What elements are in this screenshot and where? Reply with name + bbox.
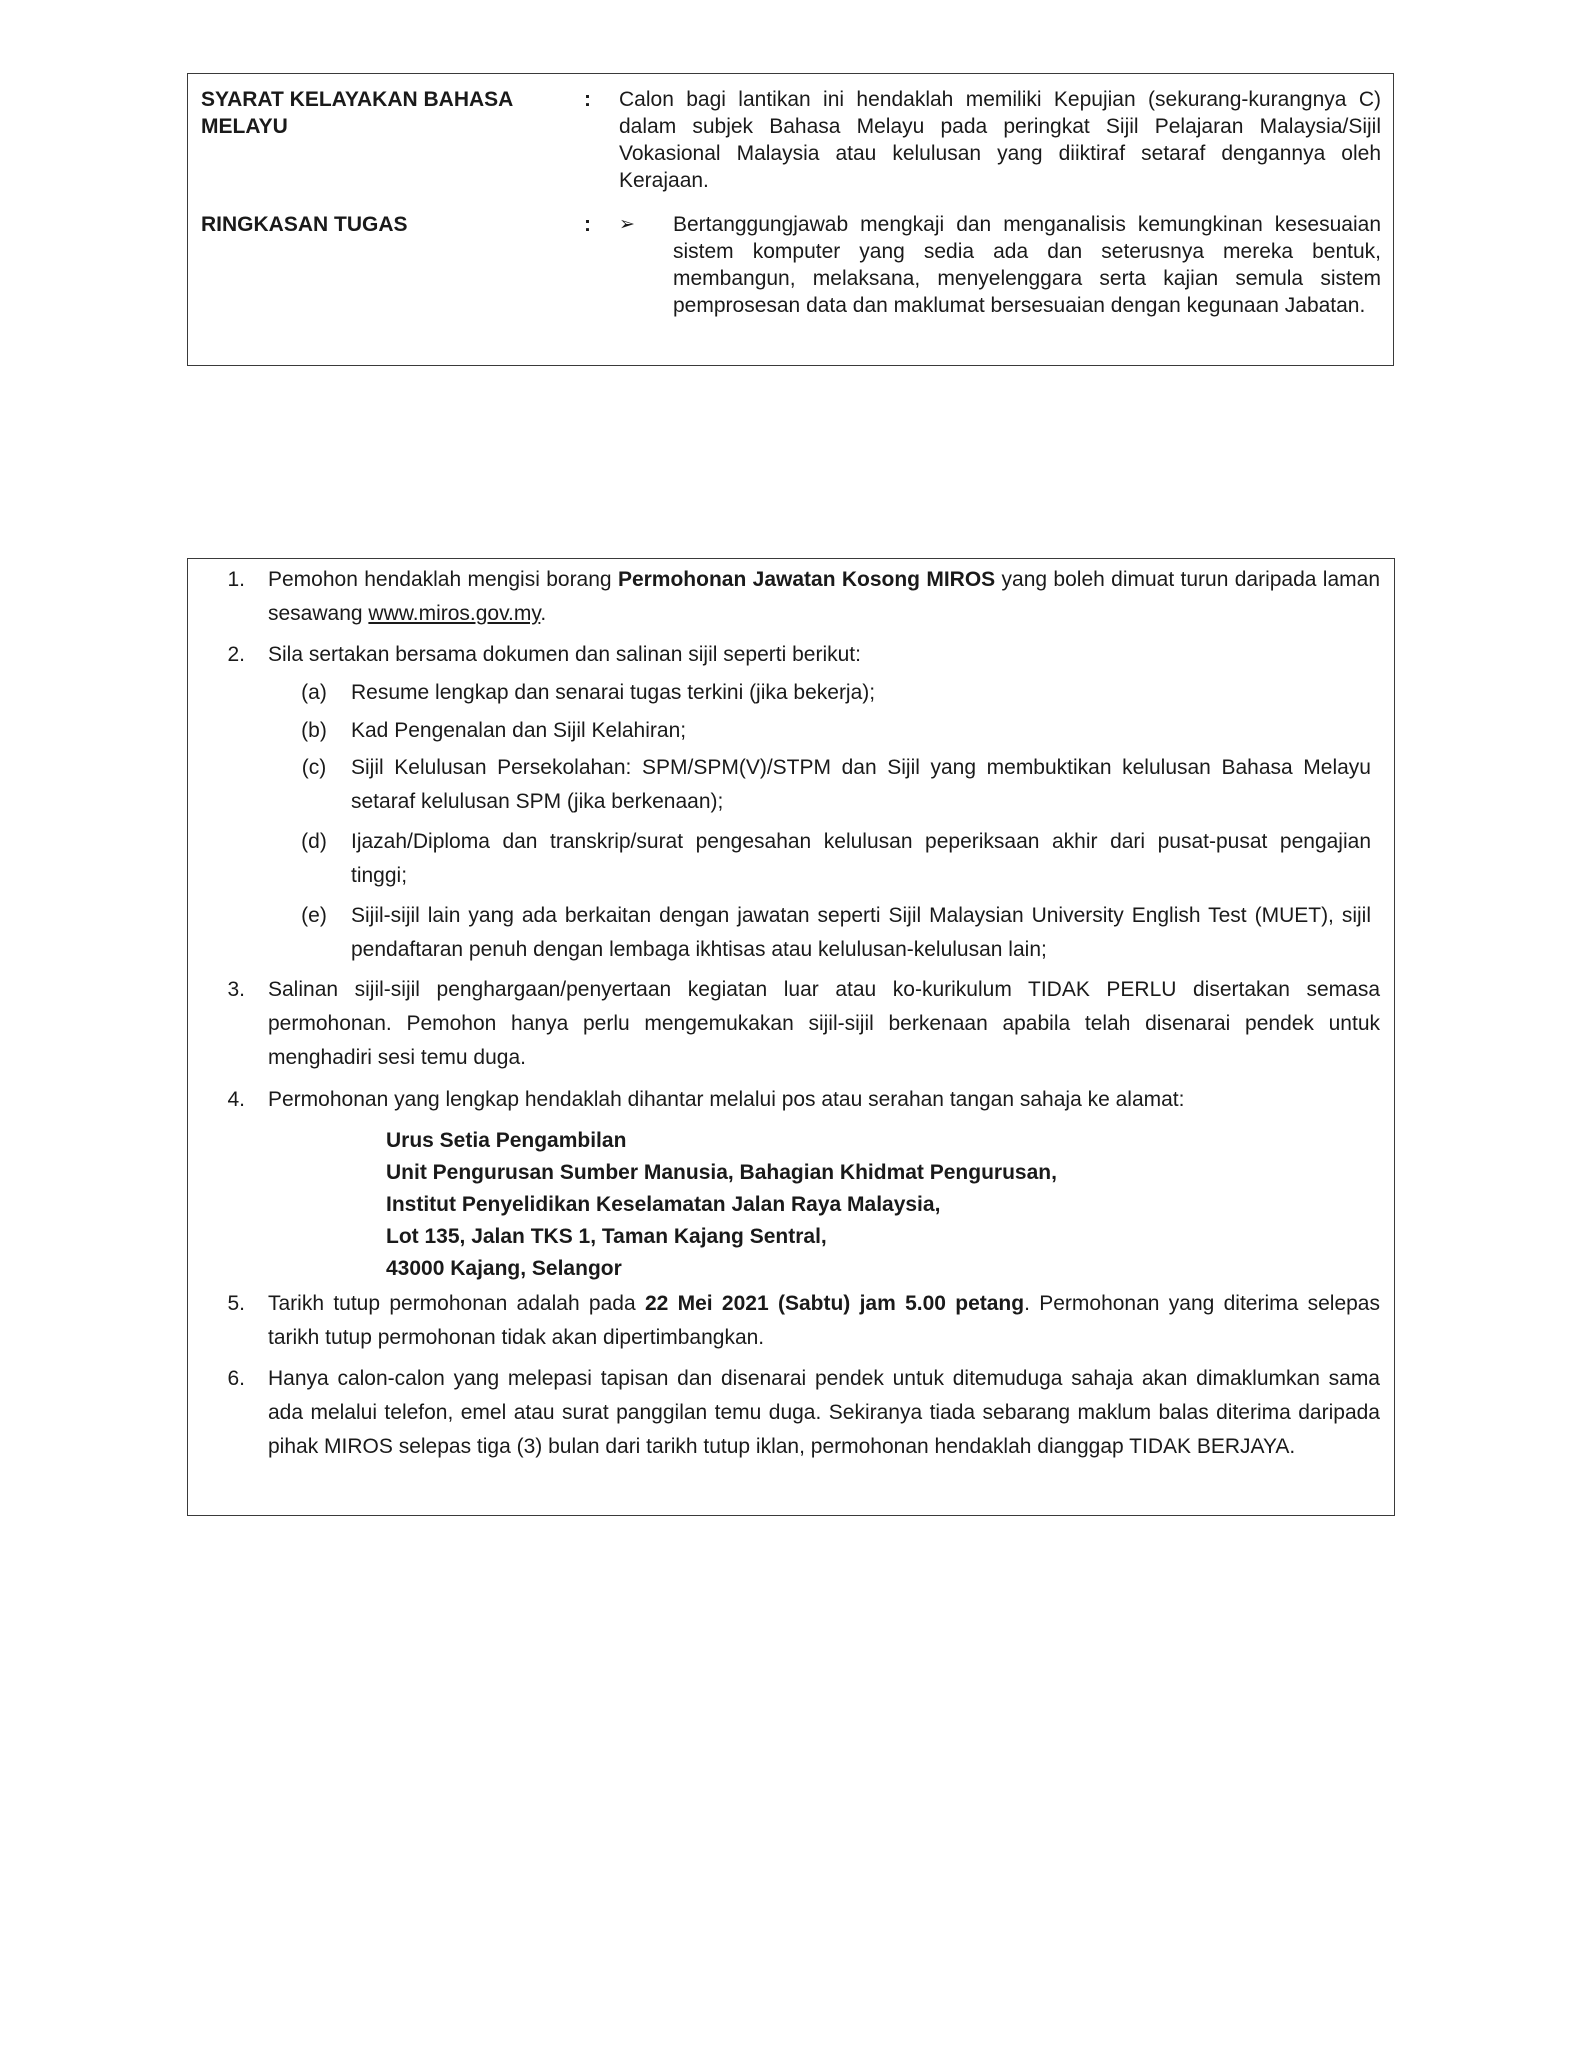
duties-colon: : <box>584 213 591 236</box>
item-number: 6. <box>227 1367 245 1390</box>
item-number: 2. <box>227 643 245 666</box>
item1-text-mid: yang boleh dimuat turun daripada laman sesawang <box>268 568 1381 625</box>
subitem-label: (c) <box>301 756 327 779</box>
form-name: Permohonan Jawatan Kosong MIROS <box>617 568 996 591</box>
address-line: Lot 135, Jalan TKS 1, Taman Kajang Sentral, <box>386 1225 827 1248</box>
duties-label: RINGKASAN TUGAS <box>201 213 408 236</box>
instruction-item-5 <box>268 1287 1380 1355</box>
subitem-text: Sijil-sijil lain yang ada berkaitan dengan jawatan seperti Sijil Malaysian University English Test (MUET), sijil pendaftaran penuh dengan lembaga ikhtisas atau kelulusan-kelulusan lain; <box>351 904 1371 961</box>
item5-text-pre: Tarikh tutup permohonan adalah pada <box>268 1292 645 1315</box>
subitem-text: Resume lengkap dan senarai tugas terkini (jika bekerja); <box>351 681 876 704</box>
address-line: Urus Setia Pengambilan <box>386 1129 627 1152</box>
language-requirement-label: SYARAT KELAYAKAN BAHASA MELAYU <box>201 88 513 138</box>
instruction-item-1 <box>268 563 1380 631</box>
subitem-text: Ijazah/Diploma dan transkrip/surat pengesahan kelulusan peperiksaan akhir dari pusat-pusat pengajian tinggi; <box>351 830 1371 887</box>
instruction-item-4: Permohonan yang lengkap hendaklah dihantar melalui pos atau serahan tangan sahaja ke alamat: <box>268 1088 1185 1111</box>
subitem-label: (d) <box>301 830 327 853</box>
subitem-label: (b) <box>301 719 327 742</box>
address-line: 43000 Kajang, Selangor <box>386 1257 622 1280</box>
language-requirement-colon: : <box>584 88 591 111</box>
address-line: Unit Pengurusan Sumber Manusia, Bahagian Khidmat Pengurusan, <box>386 1161 1057 1184</box>
item5-text-post: . Permohonan yang diterima selepas tarikh tutup permohonan tidak akan dipertimbangkan. <box>268 1292 1380 1349</box>
instruction-item-6: Hanya calon-calon yang melepasi tapisan dan disenarai pendek untuk ditemuduga sahaja akan dimaklumkan sama ada melalui telefon, emel atau surat panggilan temu duga. Sekiranya tiada sebarang maklum balas diterima daripada pihak MIROS selepas tiga (3) bulan dari tarikh tutup iklan, permohonan hendaklah dianggap TIDAK BERJAYA. <box>268 1367 1380 1458</box>
subitem-text: Sijil Kelulusan Persekolahan: SPM/SPM(V)/STPM dan Sijil yang membuktikan kelulusan Bahasa Melayu setaraf kelulusan SPM (jika berkenaan); <box>351 756 1371 813</box>
item1-text-post: . <box>540 602 547 625</box>
instructions-box <box>187 558 1395 1516</box>
subitem-label: (a) <box>301 681 327 704</box>
item-number: 5. <box>227 1292 245 1315</box>
item-number: 3. <box>227 978 245 1001</box>
website-link[interactable]: www.miros.gov.my <box>368 602 541 625</box>
subitem-label: (e) <box>301 904 327 927</box>
arrow-bullet-icon: ➢ <box>619 214 635 235</box>
language-requirement-text: Calon bagi lantikan ini hendaklah memiliki Kepujian (sekurang-kurangnya C) dalam subjek Bahasa Melayu pada peringkat Sijil Pelajaran Malaysia/Sijil Vokasional Malaysia atau kelulusan yang diiktiraf setaraf dengannya oleh Kerajaan. <box>619 88 1381 192</box>
instruction-item-3: Salinan sijil-sijil penghargaan/penyertaan kegiatan luar atau ko-kurikulum TIDAK PERLU disertakan semasa permohonan. Pemohon hanya perlu mengemukakan sijil-sijil berkenaan apabila telah disenarai pendek untuk menghadiri sesi temu duga. <box>268 978 1380 1069</box>
mailing-address <box>386 1125 1057 1285</box>
subitem-text: Kad Pengenalan dan Sijil Kelahiran; <box>351 719 687 742</box>
item-number: 4. <box>227 1088 245 1111</box>
instruction-item-2: Sila sertakan bersama dokumen dan salinan sijil seperti berikut: <box>268 643 861 666</box>
item1-text-pre: Pemohon hendaklah mengisi borang <box>268 568 618 591</box>
eligibility-table <box>187 73 1394 366</box>
item-number: 1. <box>227 568 245 591</box>
duties-text: Bertanggungjawab mengkaji dan menganalisis kemungkinan kesesuaian sistem komputer yang sedia ada dan seterusnya mereka bentuk, membangun, melaksana, menyelenggara serta kajian semula sistem pemprosesan data dan maklumat bersesuaian dengan kegunaan Jabatan. <box>673 213 1381 317</box>
closing-date: 22 Mei 2021 (Sabtu) jam 5.00 petang <box>644 1292 1025 1315</box>
address-line: Institut Penyelidikan Keselamatan Jalan Raya Malaysia, <box>386 1193 941 1216</box>
